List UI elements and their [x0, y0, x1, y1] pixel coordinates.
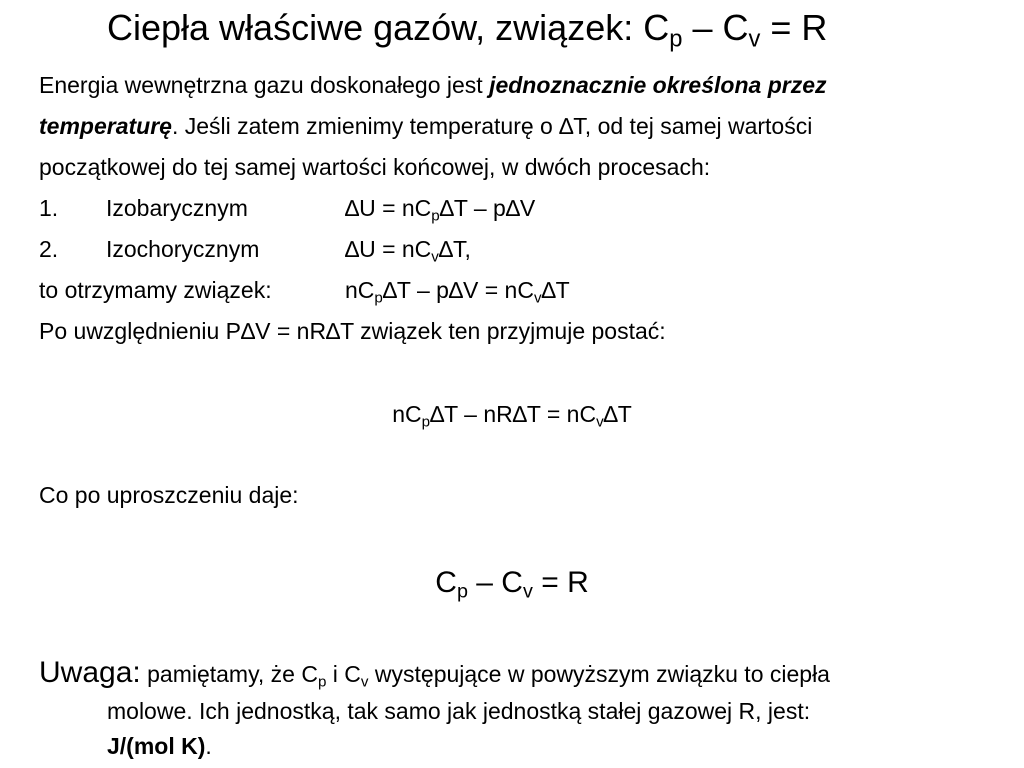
title-sub-p: p [669, 25, 683, 53]
list-number: 1. [39, 195, 59, 221]
eq-part: ∆T – p∆V = nC [382, 277, 534, 303]
eq-part: C [435, 566, 457, 599]
obtain-line [39, 279, 739, 305]
note-part: pamiętamy, że C [140, 661, 318, 687]
paragraph-line-2 [39, 115, 812, 138]
eq-sub: v [522, 580, 533, 603]
eq-sub: p [421, 413, 431, 431]
simplify-line [39, 484, 299, 507]
note-line-2 [107, 698, 810, 725]
eq-sub: v [533, 289, 542, 307]
title-text: Ciepła właściwe gazów, związek: C [107, 7, 670, 48]
note-heading: Uwaga: [39, 656, 141, 689]
para-text: Energia wewnętrzna gazu doskonałego jest [39, 72, 490, 98]
note-text: molowe. Ich jednostką, tak samo jak jednostką stałej gazowej R, jest: [107, 698, 811, 724]
obtain-equation [345, 277, 570, 307]
after-line [39, 320, 666, 343]
eq-part: ∆T – p∆V [439, 195, 536, 221]
note-unit: J/(mol K) [107, 733, 206, 759]
eq-sub: p [456, 580, 468, 603]
eq-part: ∆U = nC [345, 236, 432, 262]
title-sub-v: v [748, 25, 761, 53]
note-text [140, 661, 830, 691]
eq-part: ∆T, [438, 236, 471, 262]
note-part: występujące w powyższym związku to ciepła [368, 661, 830, 687]
paragraph-line-3 [39, 156, 710, 179]
title-end: = R [760, 7, 828, 48]
para-emphasis: temperaturę [39, 113, 172, 139]
list-number: 2. [39, 236, 59, 262]
para-emphasis: jednoznacznie określona przez [489, 72, 827, 98]
note-part: i C [326, 661, 361, 687]
list-item [39, 197, 739, 223]
eq-sub: v [431, 248, 439, 266]
note-line-1 [39, 656, 830, 691]
process-equation [345, 236, 471, 266]
title-mid: – C [682, 7, 749, 48]
process-name: Izobarycznym [106, 195, 248, 221]
eq-part: nC [345, 277, 375, 303]
eq-sub: v [596, 413, 604, 431]
paragraph-line-1 [39, 74, 826, 97]
eq-part: = R [532, 566, 589, 599]
eq-sub: p [374, 289, 383, 307]
list-item [39, 238, 739, 264]
eq-part: ∆U = nC [345, 195, 432, 221]
eq-part: ∆T – nR∆T = nC [430, 401, 597, 427]
note-end: . [205, 733, 212, 759]
obtain-label: to otrzymamy związek: [39, 277, 272, 303]
equation-1 [0, 401, 1024, 431]
slide-title [107, 7, 828, 53]
eq-part: nC [392, 401, 422, 427]
process-name: Izochorycznym [106, 236, 260, 262]
after-text: Po uwzględnieniu P∆V = nR∆T związek ten przyjmuje postać: [39, 318, 666, 344]
equation-2 [0, 566, 1024, 603]
eq-sub: p [431, 207, 440, 225]
note-sub: p [317, 673, 327, 691]
process-equation [345, 195, 536, 225]
para-text: początkowej do tej samej wartości końcowej, w dwóch procesach: [39, 154, 711, 180]
eq-part: ∆T [603, 401, 632, 427]
note-sub: v [360, 673, 369, 691]
eq-part: ∆T [541, 277, 570, 303]
note-line-3 [107, 733, 212, 760]
eq-part: – C [467, 566, 523, 599]
simplify-text: Co po uproszczeniu daje: [39, 482, 299, 508]
para-text: . Jeśli zatem zmienimy temperaturę o ∆T, od tej samej wartości [171, 113, 813, 139]
